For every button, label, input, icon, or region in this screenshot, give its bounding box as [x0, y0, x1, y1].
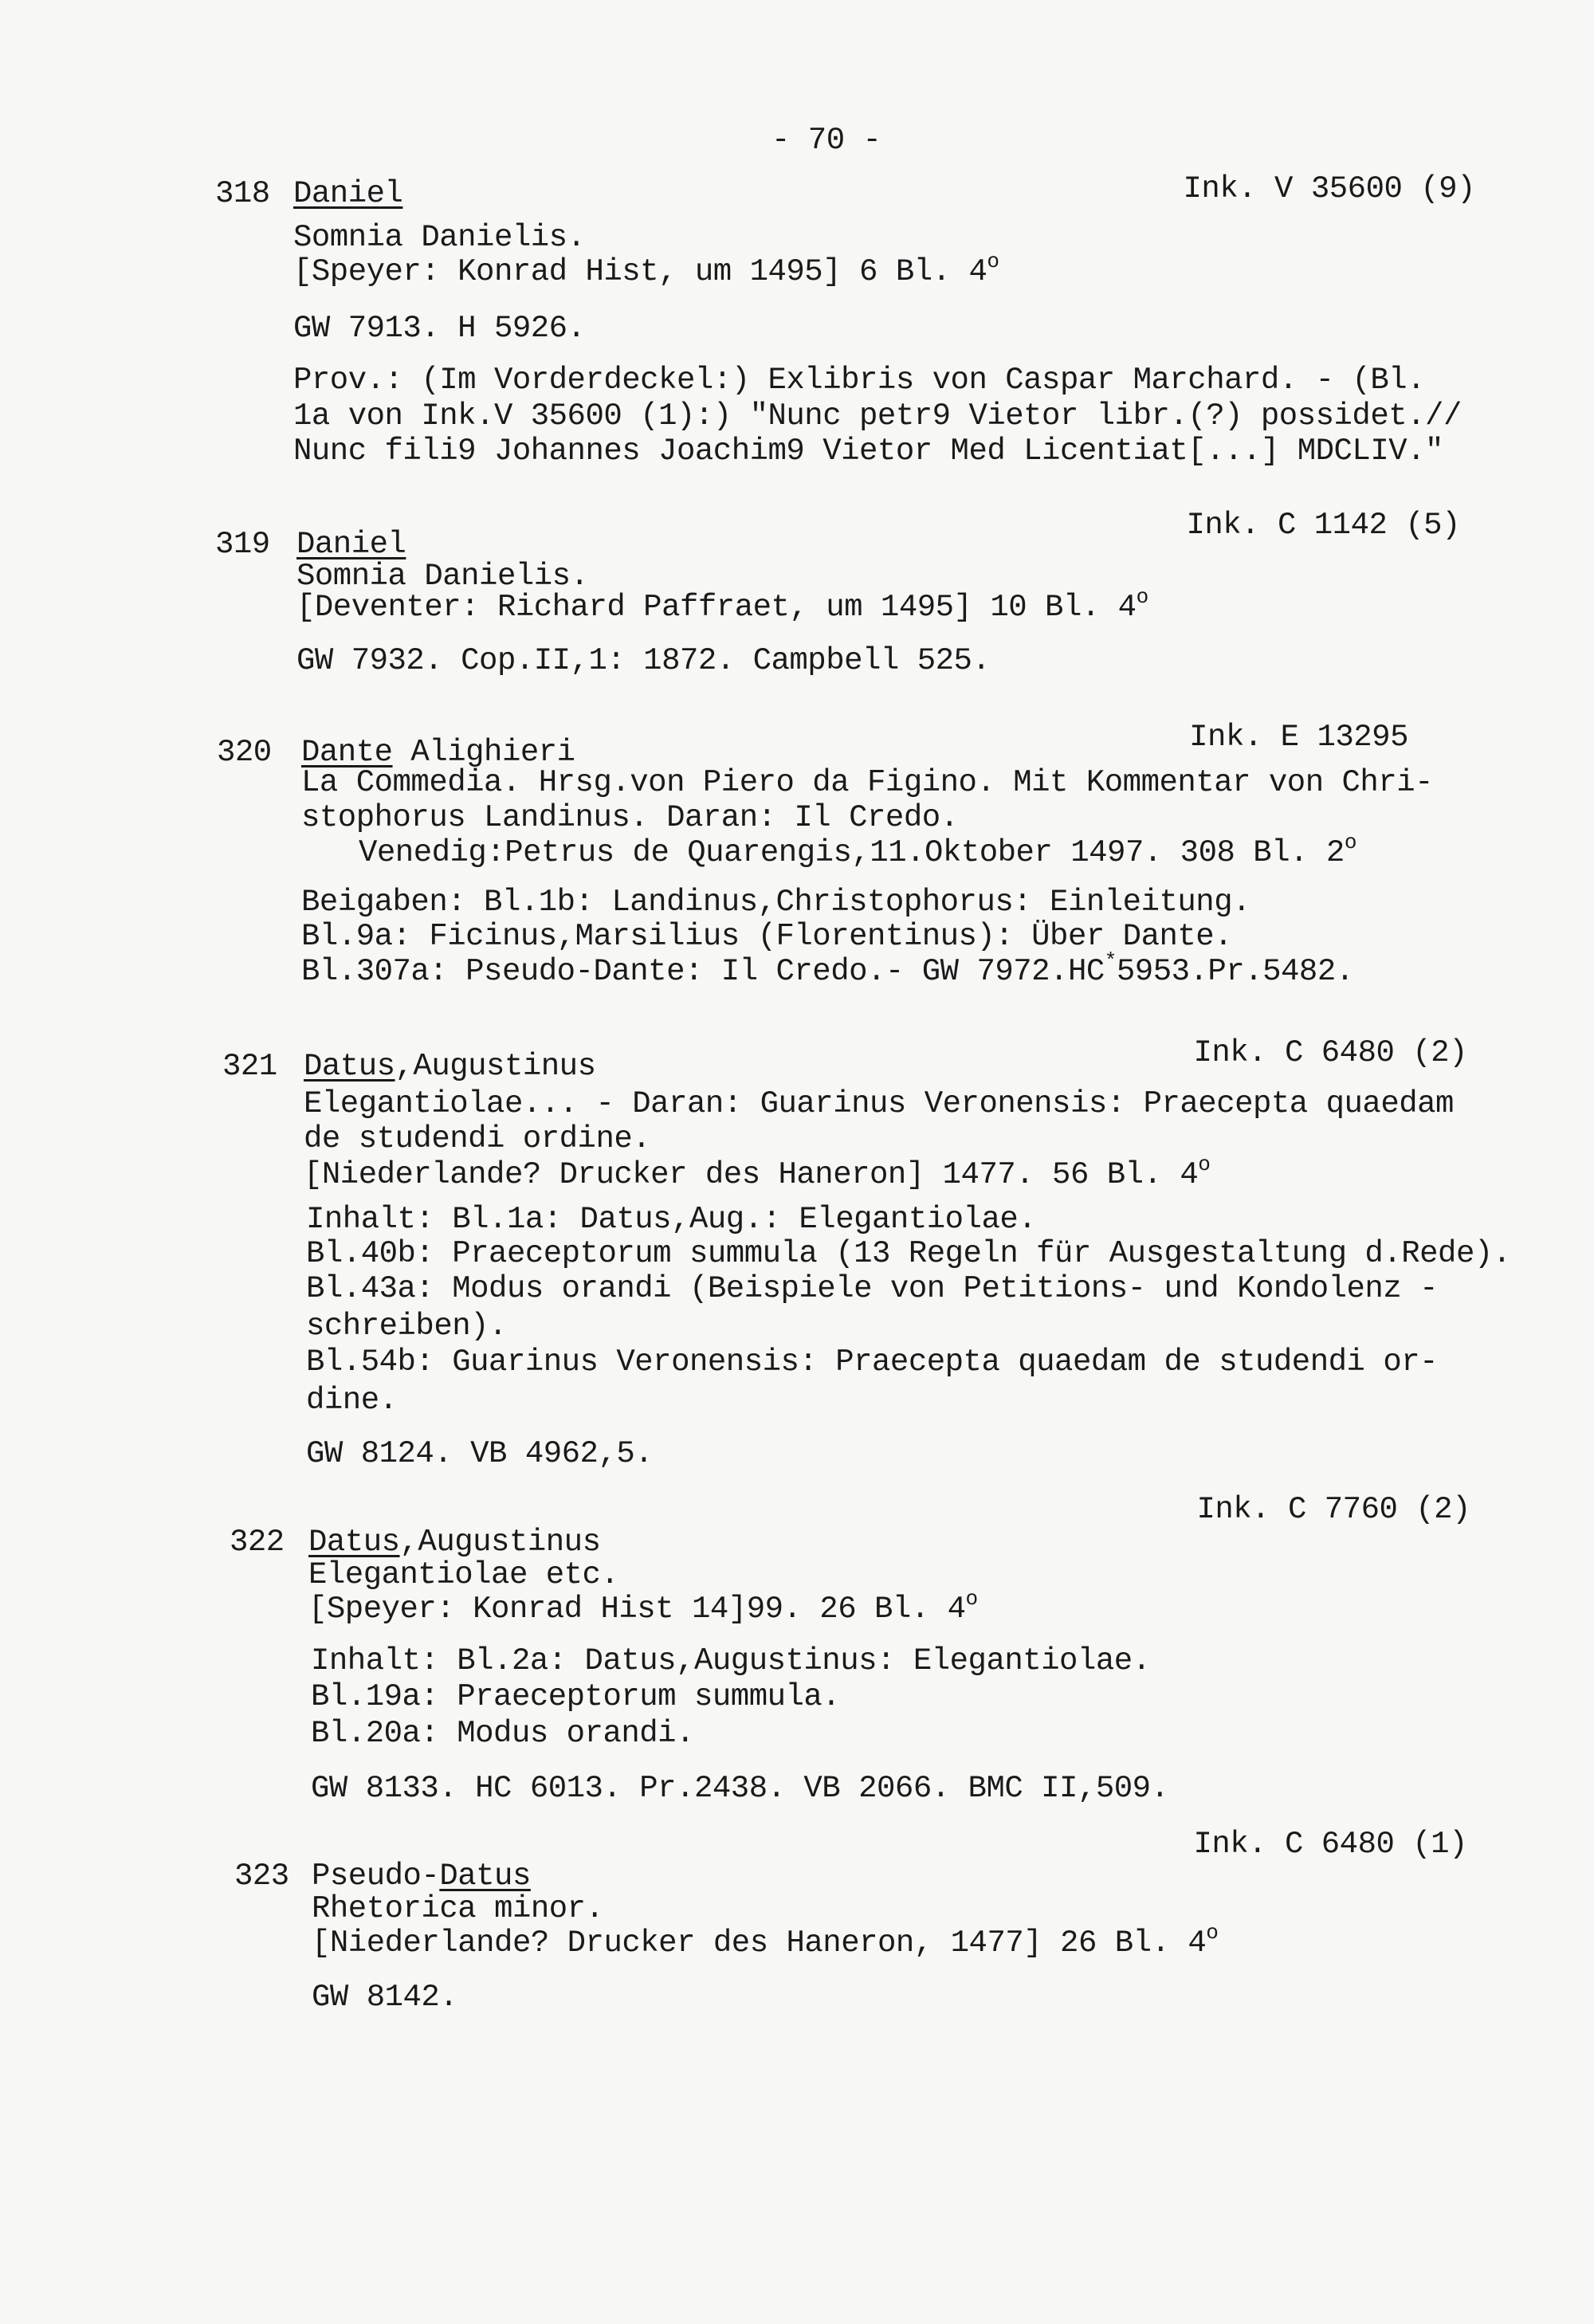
- content-line: Bl.9a: Ficinus,Marsilius (Florentinus): Über Dante.: [301, 919, 1233, 954]
- title-line: Elegantiolae... - Daran: Guarinus Veronensis: Praecepta quaedam: [304, 1086, 1454, 1121]
- imprint-text: [Speyer: Konrad Hist 14]99. 26 Bl. 4: [308, 1592, 966, 1627]
- reference-line: GW 7932. Cop.II,1: 1872. Campbell 525.: [296, 643, 991, 678]
- imprint-text: [Deventer: Richard Paffraet, um 1495] 10 Bl. 4: [296, 590, 1137, 625]
- shelfmark: Ink. C 6480 (1): [1193, 1827, 1467, 1862]
- title-line: de studendi ordine.: [304, 1121, 651, 1156]
- entry-heading: [312, 1859, 531, 1894]
- format-sup: o: [1344, 830, 1356, 854]
- content-line: Bl.40b: Praeceptorum summula (13 Regeln für Ausgestaltung d.Rede).: [306, 1236, 1511, 1271]
- author-prefix: Pseudo-: [312, 1859, 440, 1894]
- entry-number: 318: [215, 176, 270, 211]
- format-sup: o: [1136, 585, 1148, 609]
- title-line: stophorus Landinus. Daran: Il Credo.: [301, 800, 959, 835]
- title-line: Rhetorica minor.: [312, 1891, 604, 1926]
- format-sup: o: [1198, 1152, 1211, 1176]
- content-line: Bl.54b: Guarinus Veronensis: Praecepta quaedam de studendi or-: [306, 1345, 1439, 1380]
- content-line: Inhalt: Bl.1a: Datus,Aug.: Elegantiolae.: [306, 1202, 1037, 1237]
- imprint-line: [312, 1921, 1219, 1961]
- page-number: - 70 -: [771, 123, 881, 158]
- author-name: Datus: [439, 1859, 531, 1894]
- reference-line: GW 8133. HC 6013. Pr.2438. VB 2066. BMC II,509.: [311, 1771, 1169, 1806]
- imprint-text: Venedig:Petrus de Quarengis,11.Oktober 1497. 308 Bl. 2: [359, 835, 1345, 870]
- content-line: [301, 949, 1354, 989]
- entry-heading: [304, 1051, 595, 1082]
- author-name: Daniel: [293, 176, 403, 211]
- provenance-line: Nunc fili9 Johannes Joachim9 Vietor Med Licentiat[...] MDCLIV.": [293, 434, 1443, 469]
- author-rest: ,Augustinus: [395, 1049, 596, 1084]
- imprint-line: [293, 249, 999, 289]
- imprint-line: [359, 830, 1356, 870]
- imprint-line: [296, 585, 1148, 625]
- content-line: Bl.43a: Modus orandi (Beispiele von Petitions- und Kondolenz -: [306, 1271, 1439, 1306]
- entry-heading: [296, 527, 406, 562]
- entry-heading: [301, 735, 575, 770]
- entry-heading: [293, 176, 403, 211]
- author-name: Dante: [301, 735, 393, 770]
- entry-number: 320: [217, 735, 272, 770]
- author-name: Datus: [304, 1049, 395, 1084]
- provenance-line: Prov.: (Im Vorderdeckel:) Exlibris von Caspar Marchard. - (Bl.: [293, 363, 1426, 398]
- title-line: Elegantiolae etc.: [308, 1557, 619, 1592]
- shelfmark: Ink. E 13295: [1189, 720, 1408, 755]
- imprint-line: [304, 1152, 1211, 1192]
- content-line: schreiben).: [306, 1309, 507, 1344]
- reference-line: GW 8124. VB 4962,5.: [306, 1436, 654, 1471]
- shelfmark: Ink. V 35600 (9): [1183, 171, 1475, 206]
- imprint-text: [Speyer: Konrad Hist, um 1495] 6 Bl. 4: [293, 254, 987, 289]
- imprint-text: [Niederlande? Drucker des Haneron] 1477. 56 Bl. 4: [304, 1157, 1199, 1192]
- provenance-line: 1a von Ink.V 35600 (1):) "Nunc petr9 Vietor libr.(?) possidet.//: [293, 398, 1462, 434]
- content-line: Beigaben: Bl.1b: Landinus,Christophorus: Einleitung.: [301, 885, 1250, 920]
- format-sup: o: [987, 249, 999, 273]
- shelfmark: Ink. C 1142 (5): [1186, 508, 1460, 543]
- format-sup: o: [1206, 1921, 1219, 1945]
- reference-line: GW 7913. H 5926.: [293, 311, 586, 346]
- title-line: Somnia Danielis.: [296, 559, 589, 594]
- content-line: dine.: [306, 1383, 398, 1418]
- content-text: Bl.307a: Pseudo-Dante: Il Credo.- GW 7972.HC: [301, 954, 1105, 989]
- reference-line: GW 8142.: [312, 1980, 458, 2015]
- content-line: Inhalt: Bl.2a: Datus,Augustinus: Elegantiolae.: [311, 1643, 1151, 1678]
- entry-number: 322: [230, 1525, 285, 1560]
- shelfmark: Ink. C 6480 (2): [1193, 1035, 1467, 1070]
- content-line: Bl.20a: Modus orandi.: [311, 1716, 694, 1751]
- entry-number: 319: [215, 527, 270, 562]
- content-line: Bl.19a: Praeceptorum summula.: [311, 1679, 841, 1714]
- title-line: La Commedia. Hrsg.von Piero da Figino. Mit Kommentar von Chri-: [301, 765, 1434, 800]
- entry-number: 321: [222, 1049, 277, 1084]
- author-rest: ,Augustinus: [399, 1525, 601, 1560]
- author-rest: Alighieri: [392, 735, 575, 770]
- author-name: Datus: [308, 1525, 400, 1560]
- format-sup: o: [965, 1587, 978, 1611]
- imprint-line: [308, 1587, 978, 1627]
- asterisk: *: [1104, 949, 1117, 973]
- shelfmark: Ink. C 7760 (2): [1196, 1492, 1470, 1527]
- imprint-text: [Niederlande? Drucker des Haneron, 1477] 26 Bl. 4: [312, 1926, 1207, 1961]
- content-text: 5953.Pr.5482.: [1116, 954, 1354, 989]
- entry-number: 323: [234, 1859, 289, 1894]
- author-name: Daniel: [296, 527, 406, 562]
- title-line: Somnia Danielis.: [293, 220, 586, 255]
- entry-heading: [308, 1525, 601, 1560]
